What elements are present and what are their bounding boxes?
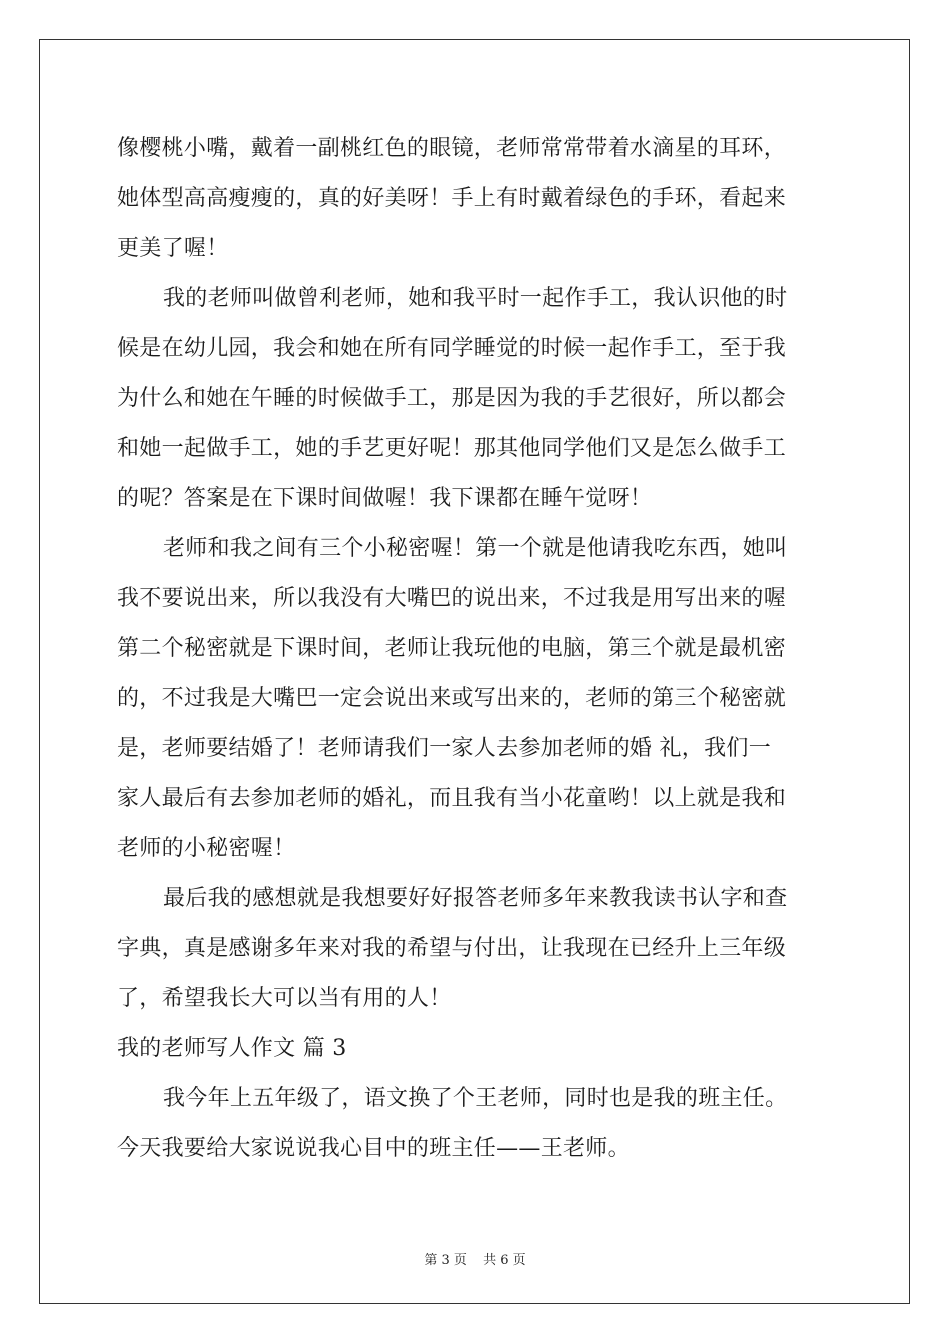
text-line: 字典，真是感谢多年来对我的希望与付出，让我现在已经升上三年级 (117, 936, 787, 961)
text-line: 第二个秘密就是下课时间，老师让我玩他的电脑，第三个就是最机密 (117, 636, 787, 661)
text-line: 老师的小秘密喔！ (117, 836, 296, 861)
text-line: 我的老师叫做曾利老师，她和我平时一起作手工，我认识他的时 (163, 286, 788, 311)
document-body (117, 124, 837, 1174)
text-line: 像樱桃小嘴，戴着一副桃红色的眼镜，老师常常带着水滴星的耳环， (117, 136, 787, 161)
text-line: 了，希望我长大可以当有用的人！ (117, 986, 452, 1011)
text-line: 是，老师要结婚了！老师请我们一家人去参加老师的婚 礼，我们一 (117, 736, 771, 761)
section-heading: 我的老师写人作文 篇 3 (117, 1036, 347, 1061)
text-line: 今天我要给大家说说我心目中的班主任——王老师。 (117, 1136, 630, 1161)
text-line: 候是在幼儿园，我会和她在所有同学睡觉的时候一起作手工，至于我 (117, 336, 787, 361)
page-footer (0, 1249, 950, 1268)
current-page-number: 第 3 页 (424, 1253, 467, 1268)
text-line: 为什么和她在午睡的时候做手工，那是因为我的手艺很好，所以都会 (117, 386, 787, 411)
total-pages: 共 6 页 (483, 1253, 526, 1268)
text-line: 我今年上五年级了，语文换了个王老师，同时也是我的班主任。 (163, 1086, 788, 1111)
text-line: 最后我的感想就是我想要好好报答老师多年来教我读书认字和查 (163, 886, 788, 911)
text-line: 的呢？答案是在下课时间做喔！我下课都在睡午觉呀！ (117, 486, 653, 511)
text-line: 的，不过我是大嘴巴一定会说出来或写出来的，老师的第三个秘密就 (117, 686, 787, 711)
text-line: 老师和我之间有三个小秘密喔！第一个就是他请我吃东西，她叫 (163, 536, 788, 561)
text-line: 更美了喔！ (117, 236, 229, 261)
text-line: 她体型高高瘦瘦的，真的好美呀！手上有时戴着绿色的手环，看起来 (117, 186, 787, 211)
text-line: 我不要说出来，所以我没有大嘴巴的说出来，不过我是用写出来的喔 (117, 586, 787, 611)
text-line: 家人最后有去参加老师的婚礼，而且我有当小花童哟！以上就是我和 (117, 786, 787, 811)
text-line: 和她一起做手工，她的手艺更好呢！那其他同学他们又是怎么做手工 (117, 436, 787, 461)
